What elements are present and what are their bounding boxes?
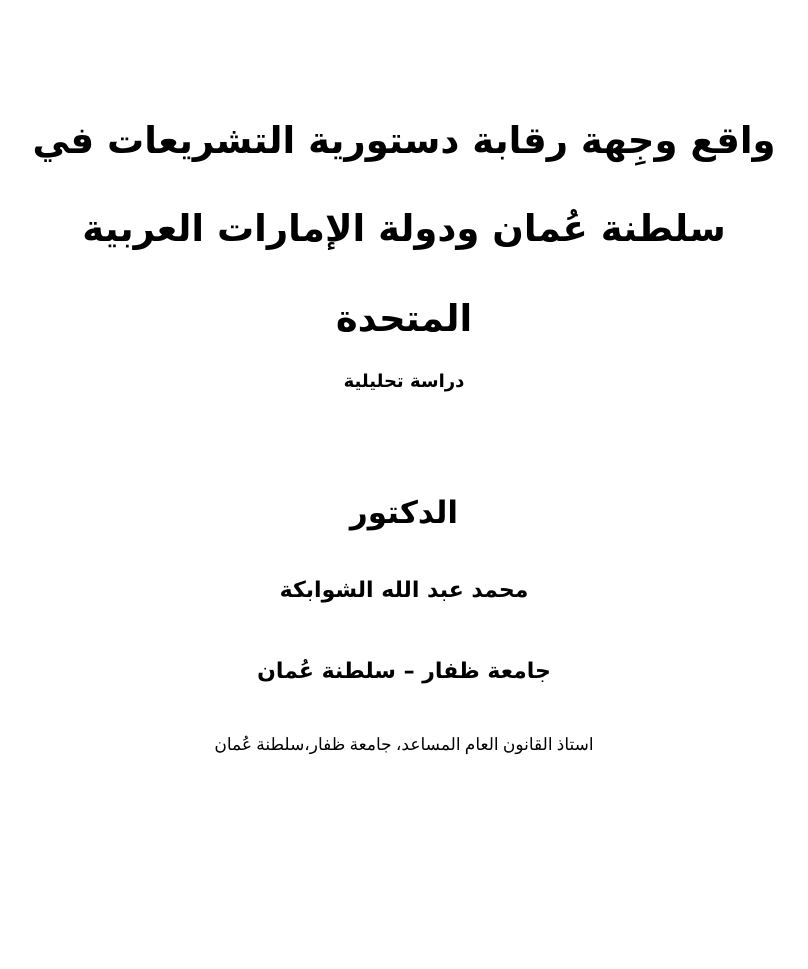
author-title: الدكتور (349, 495, 459, 531)
title-line-2: سلطنة عُمان ودولة الإمارات العربية (82, 207, 726, 250)
author-name: محمد عبد الله الشوابكة (279, 578, 529, 603)
position-note: استاذ القانون العام المساعد، جامعة ظفار،سلطنة عُمان (214, 735, 594, 754)
title-line-1: واقع وجِهة رقابة دستورية التشريعات في (32, 119, 776, 162)
subtitle: دراسة تحليلية (343, 371, 465, 392)
title-line-3: المتحدة (335, 297, 473, 340)
affiliation: جامعة ظفار – سلطنة عُمان (257, 659, 551, 684)
